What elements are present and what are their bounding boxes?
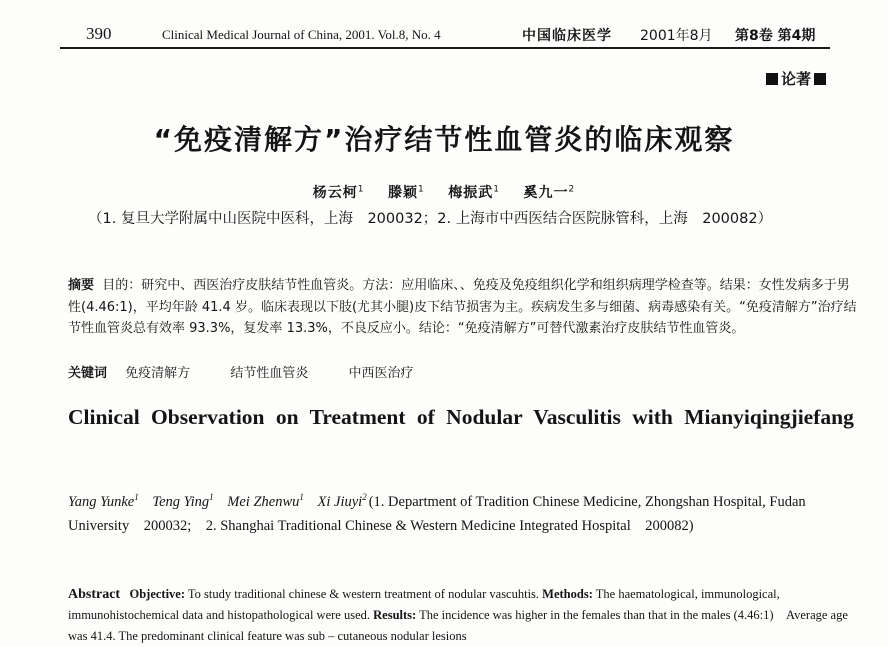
- journal-name-en: Clinical Medical Journal of China, 2001. Vol.8, No. 4: [162, 27, 441, 42]
- section-tag: [763, 68, 829, 89]
- methods-text: The haematological, immunological, immunohistochemical data and histopathological were used.: [68, 587, 780, 622]
- header-rule: [60, 47, 830, 49]
- authors-en-affiliation: [68, 485, 858, 538]
- abstract-en: [68, 584, 868, 647]
- abstract-cn-text: 目的：研究中、西医治疗皮肤结节性血管炎。方法：应用临床、、免疫及免疫组织化学和组织病理学检查等。结果：女性发病多于男性(4.46:1)，平均年龄 41.4 岁。临床表现以下肢(尤其小腿)皮下结节损害为主。疾病发生多与细菌、病毒感染有关。“免疫清解方”治疗结节性血管炎总有效率 93.3%，复发率 13.3%，不良反应小。结论：“免疫清解方”可替代激素治疗皮肤结节性血管炎。: [68, 278, 857, 336]
- author-en: Mei Zhenwu$^1$: [227, 492, 304, 510]
- authors-cn: [0, 182, 888, 202]
- methods-label: Methods:: [542, 587, 593, 601]
- title-en: Clinical Observation on Treatment of Nodular Vasculitis with Mianyiqingjiefang: [68, 405, 854, 429]
- author-sup: 2: [568, 184, 576, 195]
- abstract-cn-label: 摘要: [68, 278, 95, 293]
- author-name: 杨云柯: [312, 185, 358, 201]
- author-en: Xi Jiuyi$^2$: [317, 492, 367, 510]
- author-name: 滕颖: [388, 185, 419, 201]
- results-text: The incidence was higher in the females than that in the males (4.46:1) Average age was 41.4. The predominant clinical feature was sub – cutaneous nodular lesions: [68, 608, 848, 643]
- abstract-cn: [68, 275, 858, 340]
- keyword: 结节性血管炎: [230, 366, 309, 381]
- author-sup: 1: [418, 184, 425, 195]
- keyword: 中西医治疗: [348, 366, 414, 381]
- author-name: 梅振武: [448, 185, 494, 201]
- square-bullet-icon: [814, 73, 826, 85]
- abstract-en-label: Abstract: [68, 587, 121, 602]
- page-number: 390: [86, 24, 112, 43]
- results-label: Results:: [373, 608, 417, 622]
- section-tag-label: 论著: [781, 70, 812, 88]
- square-bullet-icon: [766, 73, 778, 85]
- title-cn: “免疫清解方”治疗结节性血管炎的临床观察: [153, 123, 735, 156]
- objective-label: Objective:: [129, 587, 186, 601]
- keyword: 免疫清解方: [125, 366, 191, 381]
- issue-volume: 第8卷 第4期: [735, 28, 816, 44]
- keywords-cn-label: 关键词: [68, 366, 108, 381]
- author-sup: 1: [357, 184, 365, 195]
- issue-date: 2001年8月: [640, 28, 713, 44]
- affiliation-cn: （1. 复旦大学附属中山医院中医科，上海 200032；2. 上海市中西医结合医院脉管科，上海 200082）: [88, 211, 773, 227]
- journal-name-cn: 中国临床医学: [522, 28, 612, 44]
- keywords-cn: [68, 362, 449, 381]
- author-en: Teng Ying$^1$: [152, 492, 214, 510]
- objective-text: To study traditional chinese & western treatment of nodular vascuhtis.: [187, 587, 540, 601]
- affiliation-en: (1. Department of Tradition Chinese Medicine, Zhongshan Hospital, Fudan University 200032; 2. Shanghai Traditional Chinese & Western Medicine Integrated Hospital 200082): [68, 493, 806, 534]
- author-sup: 1: [493, 184, 500, 195]
- author-en: Yang Yunke$^1$: [68, 492, 139, 510]
- author-name: 奚九一: [523, 185, 569, 201]
